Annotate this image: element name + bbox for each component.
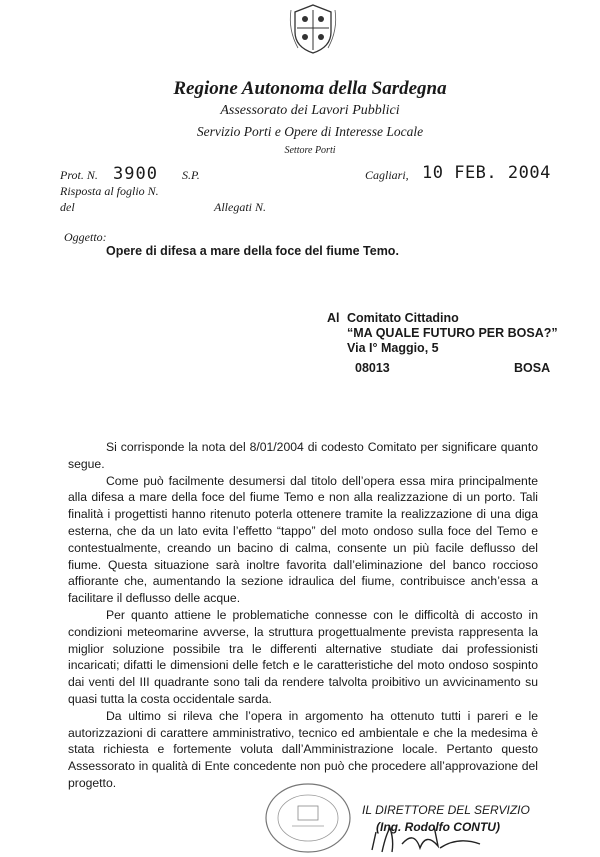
handwritten-signature-icon	[368, 822, 488, 856]
recipient-line-2: “MA QUALE FUTURO PER BOSA?”	[347, 326, 558, 340]
subject-line: Opere di difesa a mare della foce del fiume Temo.	[106, 244, 399, 258]
recipient-cap: 08013	[355, 361, 390, 375]
sp-label: S.P.	[182, 168, 200, 182]
recipient-line-1: Comitato Cittadino	[347, 311, 459, 325]
letter-date: 10 FEB. 2004	[422, 163, 551, 183]
regional-emblem-icon	[286, 2, 340, 56]
signature-title: IL DIRETTORE DEL SERVIZIO	[362, 803, 530, 817]
recipient-prefix: Al	[327, 311, 340, 325]
letterhead-sector: Settore Porti	[284, 145, 336, 156]
body-paragraph-2: Come può facilmente desumersi dal titolo dell’opera essa mira principalmente alla difesa a mare della foce del fiume Temo e non alla realizzazione di un porto. Tali finalità i progettisti hanno ritenuto poterla ottenere tramite la realizzazione di una diga esterna, che da un lato evita l’effetto “tappo” del moto ondoso sulla foce del Temo e contestualmente, creando un bacino di calma, consente un più facile deflusso del fiume. Questa situazione sarà inoltre favorita dall’eliminazione del banco roccioso affiorante che, aumentando la sezione idraulica del fiume, contribuisce anch’essa a facilitare il deflusso delle acque.	[68, 473, 538, 606]
recipient-city: BOSA	[514, 361, 551, 375]
risposta-label: Risposta al foglio N.	[60, 184, 159, 198]
letterhead-title: Regione Autonoma della Sardegna	[173, 78, 447, 99]
place-label: Cagliari,	[365, 168, 409, 182]
letterhead-service: Servizio Porti e Opere di Interesse Locale	[196, 124, 424, 139]
protocol-label: Prot. N.	[60, 168, 98, 182]
body-paragraph-1: Si corrisponde la nota del 8/01/2004 di codesto Comitato per significare quanto segue.	[68, 440, 538, 471]
body-paragraph-3: Per quanto attiene le problematiche connesse con le difficoltà di accosto in condizioni meteomarine avverse, la struttura progettualmente prevista rappresenta la miglior soluzione possibile tra le differenti alternative studiate dai professionisti incaricati; difatti le dimensioni delle fetch e le caratteristiche del moto ondoso sospinto dai venti del III quadrante sono tali da rendere talvolta proibitivo un avvicinamento su quasi tutta la costa occidentale sarda.	[68, 607, 538, 706]
protocol-number: 3900	[113, 164, 158, 184]
letterhead-department: Assessorato dei Lavori Pubblici	[220, 103, 400, 118]
recipient-line-3: Via I° Maggio, 5	[347, 341, 439, 355]
del-label: del	[60, 200, 75, 214]
signature-name: (Ing. Rodolfo CONTU)	[376, 820, 500, 834]
oggetto-label: Oggetto:	[64, 230, 107, 244]
letter-body	[68, 439, 538, 792]
allegati-label: Allegati N.	[214, 200, 266, 214]
body-paragraph-4: Da ultimo si rileva che l’opera in argomento ha ottenuto tutti i pareri e le autorizzazioni di carattere amministrativo, tecnico ed ambientale e che la medesima è stata richiesta e fortemente voluta dall’Amministrazione locale. Pertanto questo Assessorato in qualità di Ente concedente non può che procedere all’approvazione del progetto.	[68, 708, 538, 790]
recipient-block	[347, 311, 558, 356]
office-stamp-icon	[262, 776, 354, 856]
